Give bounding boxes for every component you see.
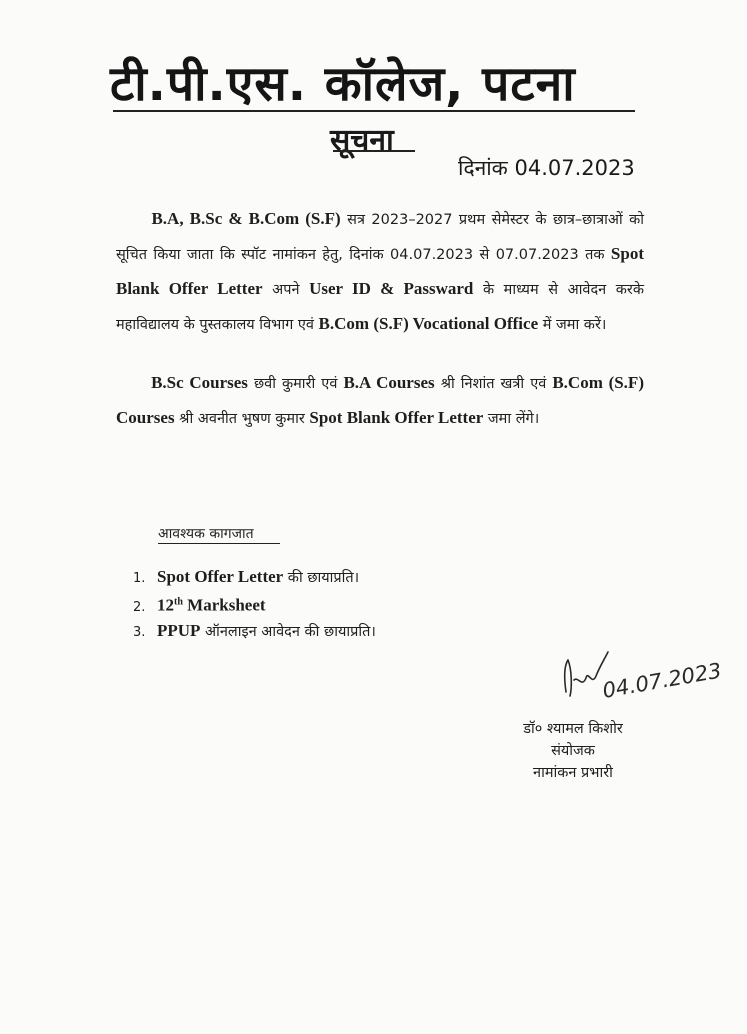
notice-label: सूचना <box>330 123 394 158</box>
documents-list <box>133 565 376 644</box>
documents-heading-underline <box>158 543 280 544</box>
documents-heading: आवश्यक कागजात <box>158 526 254 542</box>
college-name: टी.पी.एस. कॉलेज, पटना <box>110 56 576 112</box>
notice-date <box>458 154 635 182</box>
list-item: 1. Spot Offer Letter की छायाप्रति। <box>133 567 360 586</box>
signatory-role: संयोजक <box>551 743 595 759</box>
list-item: 2. 12th Marksheet <box>133 595 266 615</box>
title-underline <box>113 110 635 112</box>
notice-paragraph-2: B.Sc Courses छवी कुमारी एवं B.A Courses श्री निशांत खत्री एवं B.Com (S.F) Courses श्री अवनीत भुषण कुमार Spot Blank Offer Letter जमा लेंगे। <box>116 373 644 427</box>
handwritten-date: 04.07.2023 <box>600 658 724 703</box>
handwritten-signature <box>560 630 747 710</box>
date-value: 04.07.2023 <box>514 156 635 180</box>
signatory-designation: नामांकन प्रभारी <box>533 765 613 781</box>
list-item: 3. PPUP ऑनलाइन आवेदन की छायाप्रति। <box>133 620 376 640</box>
signatory-name: डॉ० श्यामल किशोर <box>523 721 623 737</box>
signatory-block <box>488 718 658 784</box>
date-label: दिनांक <box>458 156 508 180</box>
notice-underline <box>333 150 415 152</box>
notice-paragraph-1: B.A, B.Sc & B.Com (S.F) सत्र 2023–2027 प्रथम सेमेस्टर के छात्र–छात्राओं को सूचित किया जाता कि स्पॉट नामांकन हेतु, दिनांक 04.07.2023 से 07.07.2023 तक Spot Blank Offer Letter अपने User ID & Passward के माध्यम से आवेदन करके महाविद्यालय के पुस्तकालय विभाग एवं B.Com (S.F) Vocational Office में जमा करें। <box>116 209 644 333</box>
